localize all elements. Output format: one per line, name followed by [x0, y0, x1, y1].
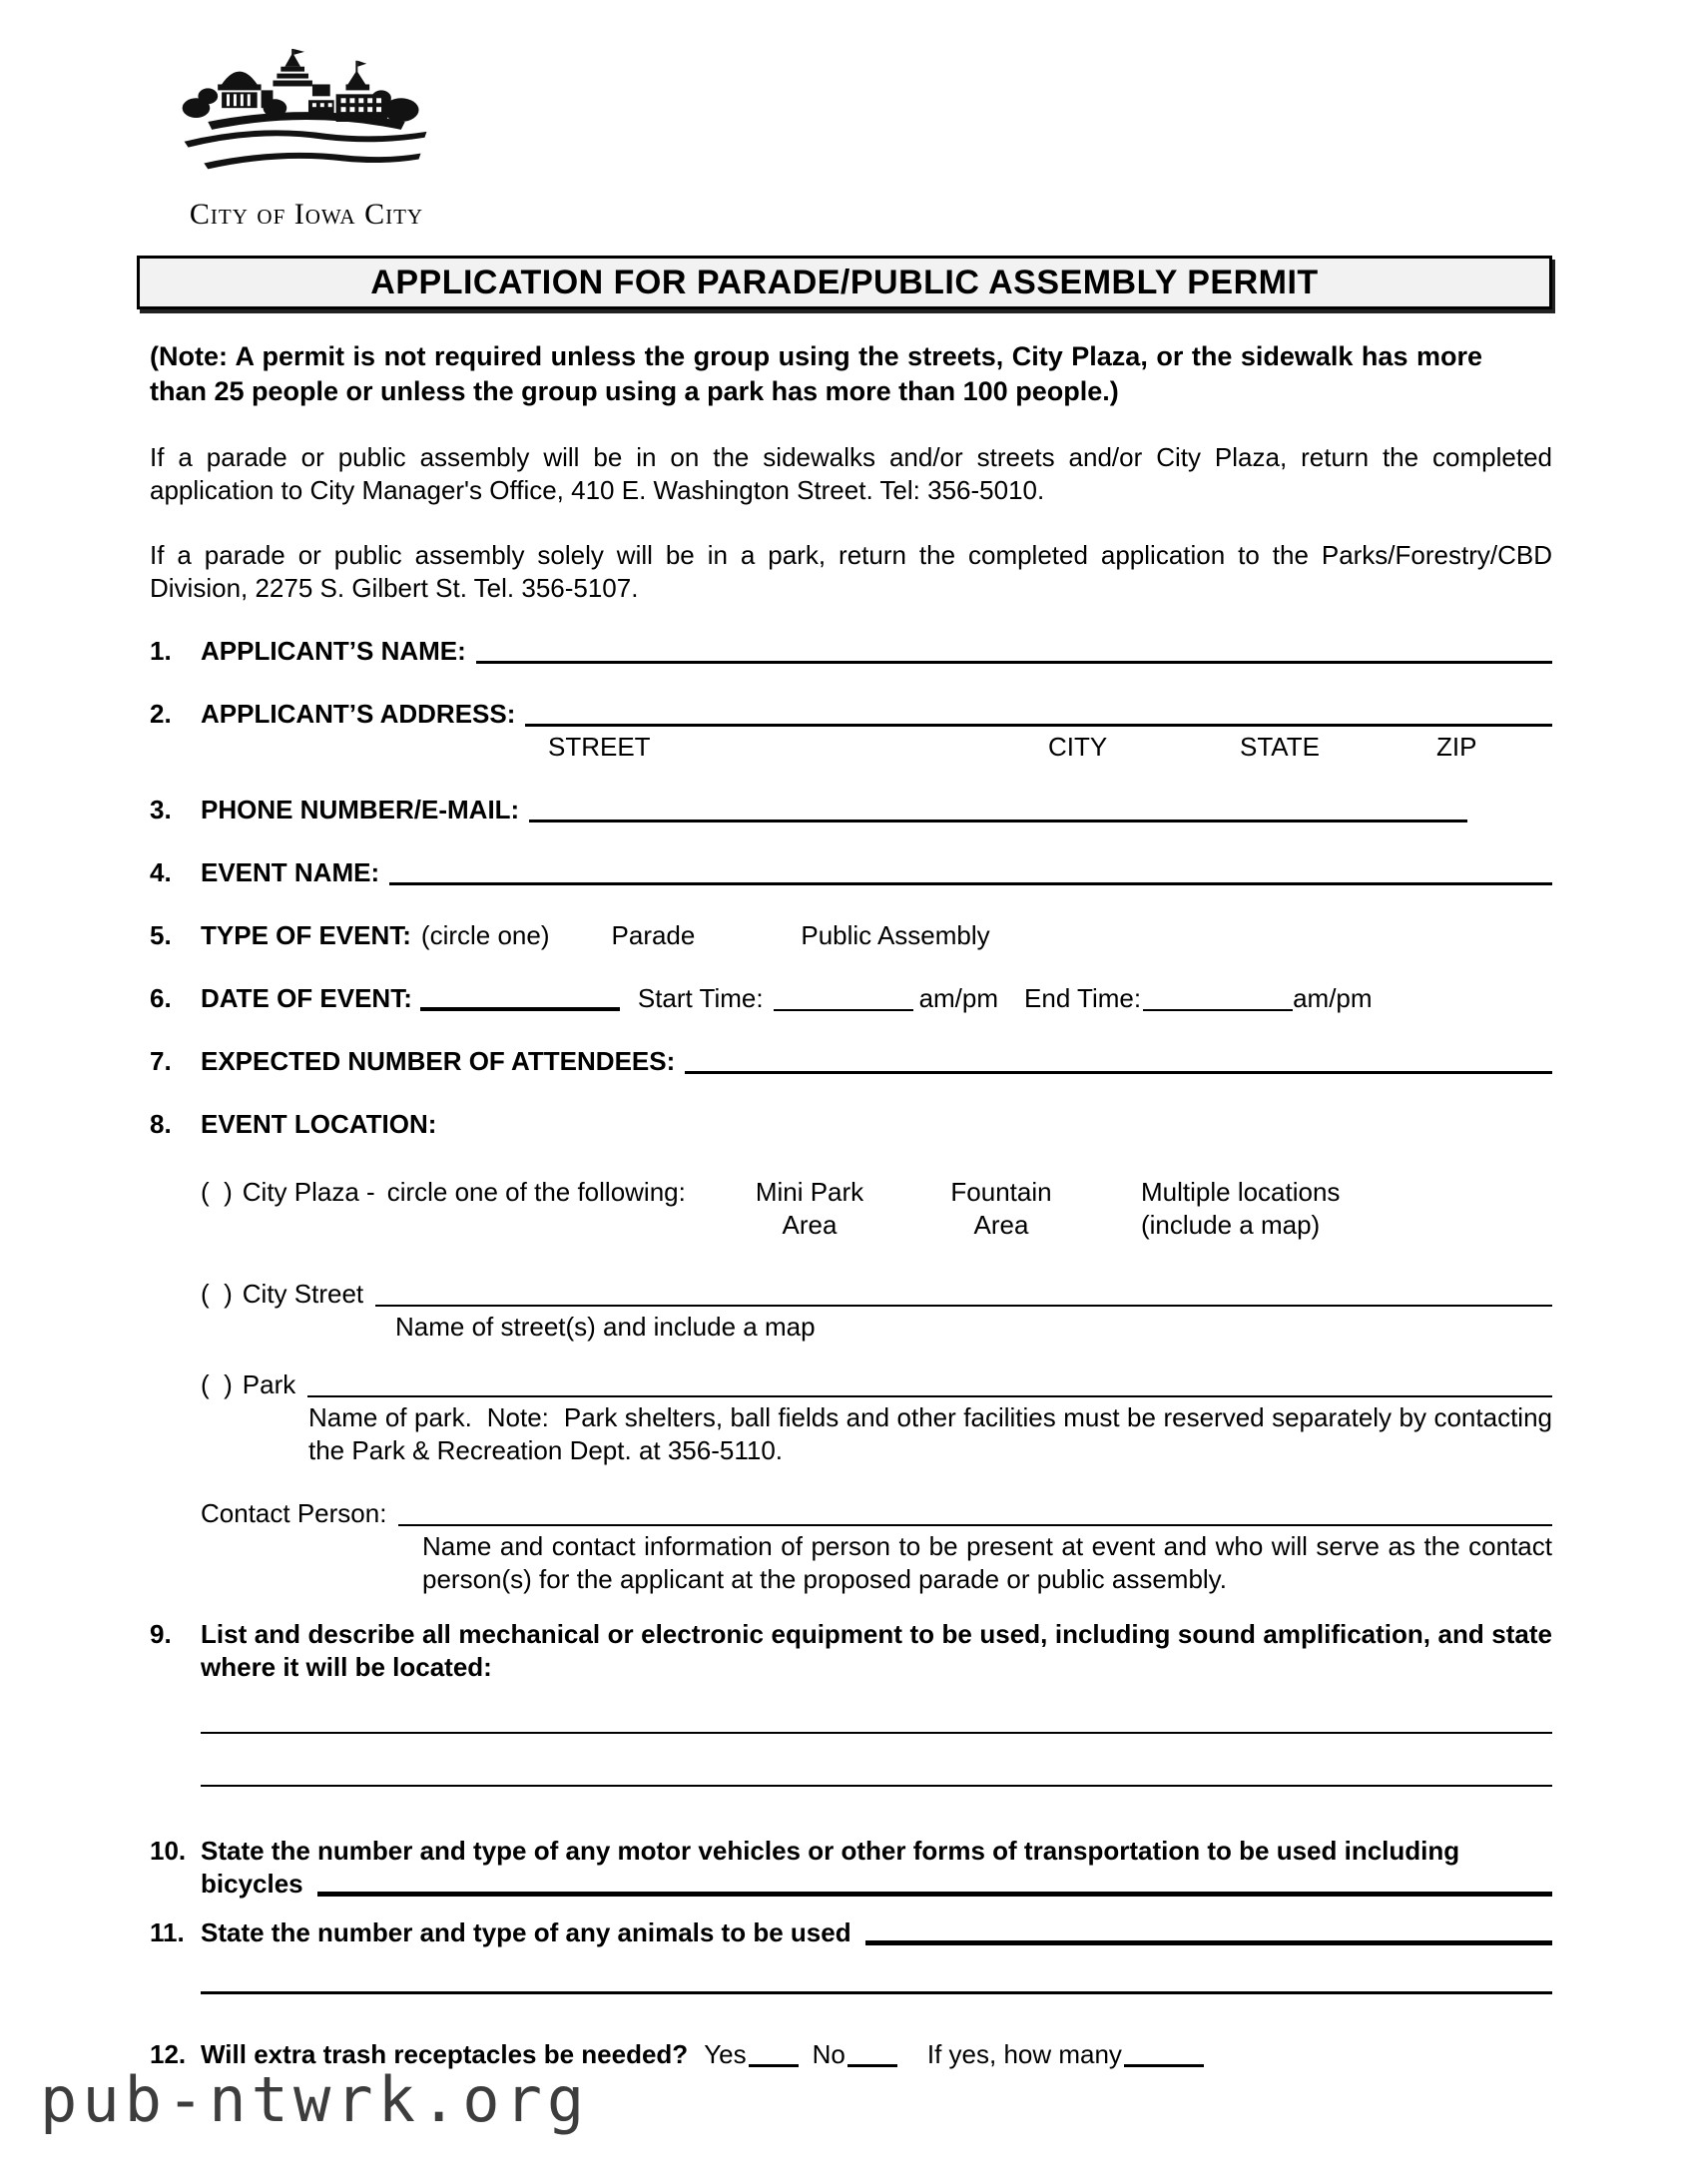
address-sublabels [201, 731, 1552, 764]
vehicles-input-line[interactable] [317, 1892, 1552, 1897]
event-name-label: EVENT NAME: [201, 857, 380, 887]
trash-yes-label: Yes [704, 2039, 747, 2069]
state-sublabel: STATE [1240, 732, 1320, 762]
animals-input-line[interactable] [865, 1940, 1552, 1945]
item-11-number: 11. [150, 1917, 185, 1947]
form-item-2 [150, 698, 1552, 764]
location-park-row [201, 1368, 1560, 1467]
start-ampm-label: am/pm [918, 983, 999, 1013]
trash-no-label: No [812, 2039, 845, 2069]
form-item-1 [150, 635, 1552, 668]
trash-receptacles-label: Will extra trash receptacles be needed? [201, 2039, 689, 2069]
park-checkbox[interactable]: ( ) [201, 1369, 233, 1399]
plaza-option-fountain[interactable] [946, 1176, 1056, 1242]
plaza-option-multiple-locations[interactable] [1141, 1176, 1401, 1242]
park-input-line[interactable] [307, 1395, 1552, 1397]
form-item-11 [150, 1916, 1552, 1994]
plaza-option-fountain-line1: Fountain [950, 1177, 1052, 1207]
type-of-event-label: TYPE OF EVENT: [201, 920, 411, 950]
contact-person-input-line[interactable] [398, 1524, 1552, 1526]
city-street-caption: Name of street(s) and include a map [395, 1312, 816, 1342]
trash-no-line[interactable] [847, 2064, 897, 2067]
start-time-label: Start Time: [637, 983, 764, 1013]
event-type-option-parade[interactable]: Parade [611, 920, 696, 950]
item-1-number: 1. [150, 636, 172, 666]
city-skyline-icon [177, 45, 436, 198]
location-city-plaza-row [201, 1176, 1552, 1242]
logo-caption: City of Iowa City [189, 198, 424, 231]
applicant-address-input-line[interactable] [525, 724, 1552, 727]
watermark: pub-ntwrk.org [40, 2063, 590, 2136]
plaza-option-mini-park-line1: Mini Park [755, 1177, 864, 1207]
item-12-number: 12. [150, 2039, 187, 2069]
event-name-input-line[interactable] [389, 882, 1552, 885]
equipment-input-line-1[interactable] [201, 1732, 1552, 1734]
item-5-number: 5. [150, 920, 172, 950]
trash-how-many-label: If yes, how many [926, 2039, 1122, 2069]
intro-paragraph-1: If a parade or public assembly will be in on the sidewalks and/or streets and/or City Plaza, return the completed application to City Manager's Office, 410 E. Washington Street. Tel: 356-5010. [150, 442, 1552, 505]
form-item-8 [150, 1108, 1560, 1596]
equipment-input-line-2[interactable] [201, 1785, 1552, 1787]
item-6-number: 6. [150, 983, 172, 1013]
title-box [137, 256, 1552, 309]
city-sublabel: CITY [1048, 732, 1108, 762]
item-8-number: 8. [150, 1109, 172, 1139]
item-2-number: 2. [150, 699, 172, 729]
city-plaza-hint: circle one of the following: [386, 1177, 686, 1207]
attendees-input-line[interactable] [685, 1071, 1552, 1074]
animals-input-line-2[interactable] [201, 1991, 1552, 1994]
plaza-option-multiple-line2: (include a map) [1141, 1210, 1321, 1240]
applicant-name-label: APPLICANT’S NAME: [201, 636, 466, 666]
intro-paragraph-2: If a parade or public assembly solely will be in a park, return the completed application to the Parks/Forestry/CBD Division, 2275 S. Gilbert St. Tel. 356-5107. [150, 540, 1552, 603]
vehicles-label-bicycles: bicycles [201, 1869, 303, 1899]
form-item-4 [150, 856, 1552, 889]
item-9-number: 9. [150, 1619, 172, 1649]
start-time-input-line[interactable] [774, 1009, 913, 1011]
city-street-input-line[interactable] [375, 1305, 1552, 1307]
circle-one-hint: (circle one) [420, 920, 550, 950]
form-content [150, 0, 1560, 2071]
trash-how-many-line[interactable] [1124, 2064, 1204, 2067]
end-ampm-label: am/pm [1293, 983, 1373, 1013]
city-plaza-label: City Plaza - [242, 1177, 375, 1207]
city-street-label: City Street [242, 1279, 364, 1309]
end-time-input-line[interactable] [1143, 1009, 1293, 1011]
park-label: Park [242, 1369, 296, 1399]
city-logo [177, 45, 436, 232]
end-time-label: End Time: [1024, 983, 1142, 1013]
trash-yes-line[interactable] [749, 2064, 799, 2067]
phone-email-input-line[interactable] [529, 819, 1467, 822]
event-type-option-public-assembly[interactable]: Public Assembly [801, 920, 990, 950]
form-item-9 [150, 1618, 1552, 1787]
date-input-line[interactable] [420, 1007, 620, 1011]
item-3-number: 3. [150, 795, 172, 824]
plaza-option-multiple-line1: Multiple locations [1141, 1177, 1341, 1207]
city-plaza-checkbox[interactable]: ( ) [201, 1177, 233, 1207]
applicant-name-input-line[interactable] [476, 661, 1552, 664]
plaza-option-fountain-line2: Area [973, 1210, 1029, 1240]
note-paragraph: (Note: A permit is not required unless the group using the streets, City Plaza, or the sidewalk has more than 25 people or unless the group using a park has more than 100 people.) [150, 341, 1482, 406]
form-item-7 [150, 1045, 1552, 1078]
applicant-address-label: APPLICANT’S ADDRESS: [201, 699, 516, 729]
date-of-event-label: DATE OF EVENT: [201, 983, 412, 1013]
city-street-checkbox[interactable]: ( ) [201, 1279, 233, 1309]
form-item-6 [150, 982, 1552, 1015]
form-item-3 [150, 794, 1552, 826]
park-caption: Name of park. Note: Park shelters, ball fields and other facilities must be reserved separately by contacting the Park & Recreation Dept. at 356-5110. [308, 1402, 1560, 1465]
item-4-number: 4. [150, 857, 172, 887]
animals-label: State the number and type of any animals to be used [201, 1917, 851, 1947]
form-item-5 [150, 919, 1552, 952]
equipment-label: List and describe all mechanical or electronic equipment to be used, including sound amplification, and state where it will be located: [201, 1619, 1552, 1682]
street-sublabel: STREET [548, 732, 651, 762]
vehicles-label: State the number and type of any motor vehicles or other forms of transportation to be used including [201, 1836, 1460, 1866]
zip-sublabel: ZIP [1436, 732, 1477, 762]
item-10-number: 10. [150, 1836, 187, 1866]
form-item-10 [150, 1835, 1552, 1901]
contact-person-row [201, 1497, 1552, 1596]
attendees-label: EXPECTED NUMBER OF ATTENDEES: [201, 1046, 676, 1076]
contact-person-label: Contact Person: [201, 1498, 387, 1528]
plaza-option-mini-park[interactable] [745, 1176, 874, 1242]
page-title: APPLICATION FOR PARADE/PUBLIC ASSEMBLY PERMIT [370, 264, 1319, 301]
event-location-label: EVENT LOCATION: [201, 1109, 437, 1139]
plaza-option-mini-park-line2: Area [782, 1210, 838, 1240]
item-7-number: 7. [150, 1046, 172, 1076]
contact-person-caption: Name and contact information of person to be present at event and who will serve as the contact person(s) for the applicant at the proposed parade or public assembly. [422, 1531, 1552, 1594]
location-city-street-row [201, 1278, 1552, 1344]
phone-email-label: PHONE NUMBER/E-MAIL: [201, 795, 520, 824]
